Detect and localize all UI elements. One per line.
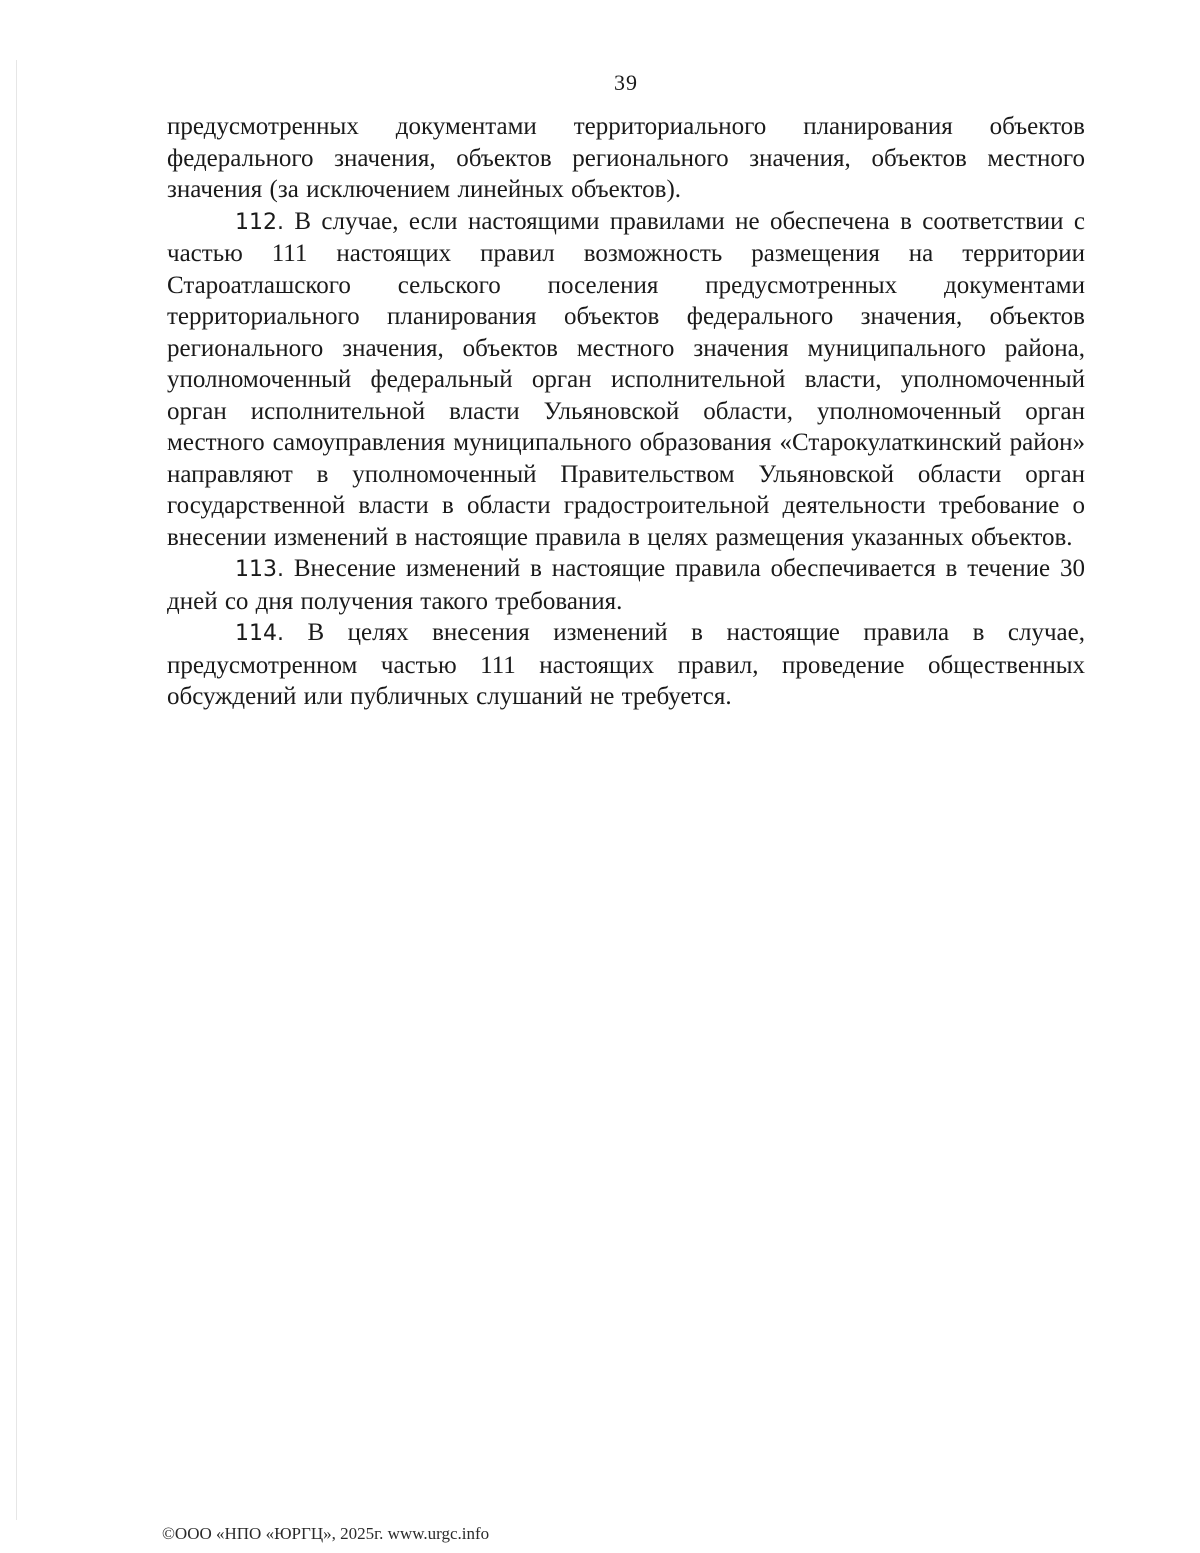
page-edge-line <box>16 60 17 1520</box>
paragraph-continuation <box>167 111 1085 206</box>
paragraph-text: Внесение изменений в настоящие правила обеспечивается в течение 30 дней со дня получения такого требования. <box>167 555 1086 615</box>
paragraph-112 <box>167 206 1085 554</box>
document-body <box>167 111 1085 713</box>
paragraph-114 <box>167 617 1085 713</box>
paragraph-text: предусмотренных документами территориального планирования объектов федерального значения, объектов регионального значения, объектов местного значения (за исключением линейных объектов). <box>167 113 1085 203</box>
paragraph-number: 114. <box>235 621 284 646</box>
paragraph-text: В целях внесения изменений в настоящие правила в случае, предусмотренном частью 111 настоящих правил, проведение общественных обсуждений или публичных слушаний не требуется. <box>167 619 1085 710</box>
page-number: 39 <box>614 70 638 95</box>
footer-copyright: ©ООО «НПО «ЮРГЦ», 2025г. www.urgc.info <box>162 1524 490 1543</box>
paragraph-113 <box>167 553 1085 617</box>
paragraph-number: 113. <box>235 557 284 582</box>
paragraph-number: 112. <box>235 209 284 235</box>
paragraph-text: В случае, если настоящими правилами не обеспечена в соответствии с частью 111 настоящих правил возможность размещения на территории Староатлашского сельского поселения предусмотренных документами территориального планирования объектов федерального значения, объектов регионального значения, объектов местного значения муниципального района, уполномоченный федеральный орган исполнительной власти, уполномоченный орган исполнительной власти Ульяновской области, уполномоченный орган местного самоуправления муниципального образования «Старокулаткинский район» направляют в уполномоченный Правительством Ульяновской области орган государственной власти в области градостроительной деятельности требование о внесении изменений в настоящие правила в целях размещения указанных объектов. <box>167 207 1086 551</box>
